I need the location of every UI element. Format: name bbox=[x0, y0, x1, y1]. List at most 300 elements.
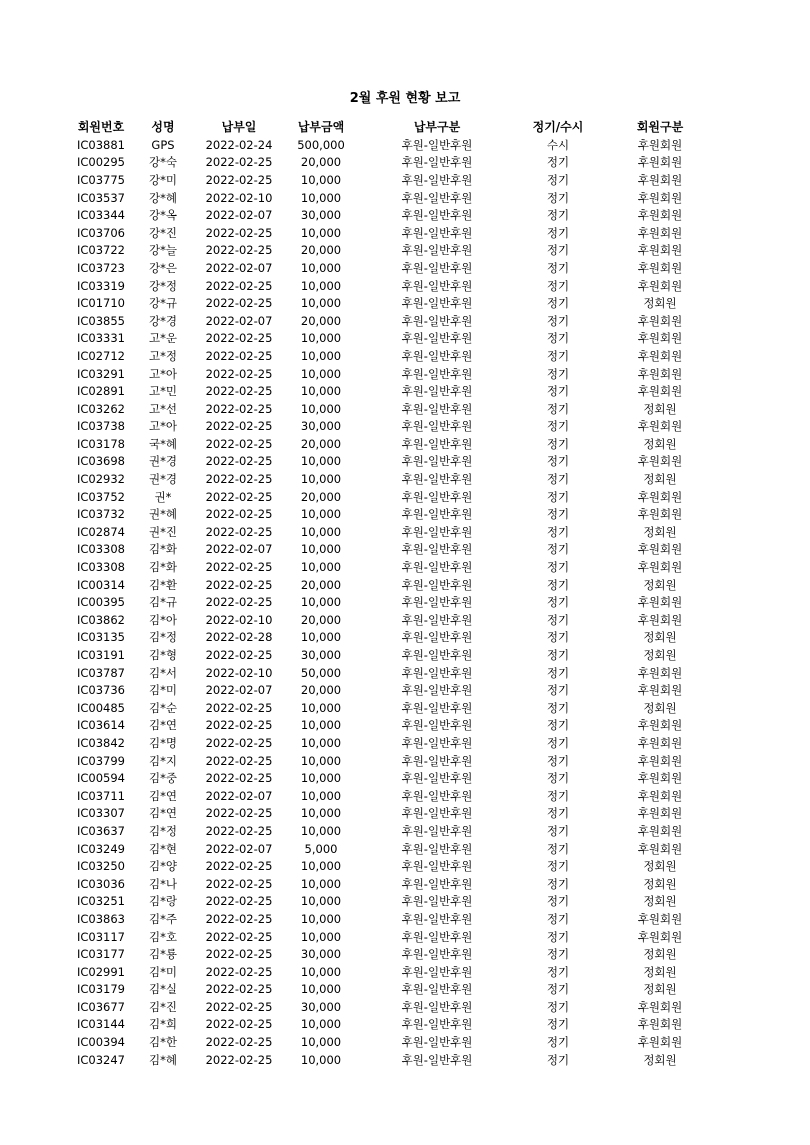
header-row bbox=[60, 116, 730, 136]
cell-name: 김*혜 bbox=[149, 1052, 177, 1067]
cell-member-id: IC03135 bbox=[76, 630, 125, 645]
cell-member-type: 후원회원 bbox=[637, 507, 683, 522]
cell-frequency: 정기 bbox=[546, 648, 570, 663]
cell-name: 강*혜 bbox=[149, 190, 177, 205]
cell-amount: 10,000 bbox=[300, 929, 342, 944]
cell-payment-date: 2022-02-25 bbox=[205, 454, 273, 469]
cell-payment-date: 2022-02-25 bbox=[205, 436, 273, 451]
cell-member-id: IC03331 bbox=[76, 331, 125, 346]
cell-name: 김*현 bbox=[149, 841, 177, 856]
table-row bbox=[60, 787, 730, 805]
cell-name: 고*아 bbox=[149, 366, 177, 381]
cell-member-id: IC00485 bbox=[76, 700, 125, 715]
cell-name: 김*주 bbox=[149, 911, 177, 926]
table-row bbox=[60, 699, 730, 717]
cell-member-id: IC03706 bbox=[76, 225, 125, 240]
cell-member-id: IC03752 bbox=[76, 489, 125, 504]
cell-member-id: IC03722 bbox=[76, 243, 125, 258]
cell-payment-date: 2022-02-25 bbox=[205, 859, 273, 874]
cell-name: 권*진 bbox=[149, 524, 177, 539]
cell-payment-type: 후원-일반후원 bbox=[401, 1035, 473, 1050]
cell-payment-date: 2022-02-25 bbox=[205, 999, 273, 1014]
cell-payment-type: 후원-일반후원 bbox=[401, 999, 473, 1014]
cell-member-id: IC03179 bbox=[76, 982, 125, 997]
cell-payment-type: 후원-일반후원 bbox=[401, 296, 473, 311]
cell-name: 김*연 bbox=[149, 718, 177, 733]
cell-frequency: 정기 bbox=[546, 260, 570, 275]
table-row bbox=[60, 875, 730, 893]
cell-amount: 20,000 bbox=[300, 436, 342, 451]
cell-payment-date: 2022-02-10 bbox=[205, 612, 273, 627]
cell-member-id: IC03677 bbox=[76, 999, 125, 1014]
cell-frequency: 정기 bbox=[546, 331, 570, 346]
cell-payment-type: 후원-일반후원 bbox=[401, 683, 473, 698]
cell-frequency: 정기 bbox=[546, 577, 570, 592]
cell-payment-date: 2022-02-25 bbox=[205, 331, 273, 346]
cell-frequency: 정기 bbox=[546, 911, 570, 926]
cell-name: 김*정 bbox=[149, 630, 177, 645]
cell-member-id: IC03637 bbox=[76, 823, 125, 838]
cell-frequency: 정기 bbox=[546, 401, 570, 416]
cell-amount: 10,000 bbox=[300, 384, 342, 399]
cell-member-type: 정회원 bbox=[643, 1052, 677, 1067]
cell-member-id: IC03799 bbox=[76, 753, 125, 768]
cell-frequency: 정기 bbox=[546, 243, 570, 258]
cell-member-type: 정회원 bbox=[643, 296, 677, 311]
table-row bbox=[60, 1033, 730, 1051]
header-payment-date: 납부일 bbox=[221, 119, 257, 134]
table-row bbox=[60, 893, 730, 911]
cell-amount: 10,000 bbox=[300, 401, 342, 416]
cell-payment-date: 2022-02-25 bbox=[205, 172, 273, 187]
table-row bbox=[60, 629, 730, 647]
cell-member-type: 후원회원 bbox=[637, 331, 683, 346]
cell-payment-type: 후원-일반후원 bbox=[401, 700, 473, 715]
table-row bbox=[60, 664, 730, 682]
cell-payment-date: 2022-02-25 bbox=[205, 155, 273, 170]
cell-member-id: IC03738 bbox=[76, 419, 125, 434]
cell-member-id: IC03249 bbox=[76, 841, 125, 856]
table-row bbox=[60, 840, 730, 858]
cell-name: 고*정 bbox=[149, 348, 177, 363]
cell-frequency: 정기 bbox=[546, 155, 570, 170]
cell-member-id: IC03698 bbox=[76, 454, 125, 469]
cell-member-type: 정회원 bbox=[643, 472, 677, 487]
cell-name: 김*연 bbox=[149, 788, 177, 803]
header-member-id: 회원번호 bbox=[77, 119, 125, 134]
cell-payment-type: 후원-일반후원 bbox=[401, 982, 473, 997]
table-row bbox=[60, 365, 730, 383]
cell-frequency: 정기 bbox=[546, 313, 570, 328]
cell-name: 김*아 bbox=[149, 612, 177, 627]
cell-member-type: 정회원 bbox=[643, 964, 677, 979]
cell-member-id: IC03723 bbox=[76, 260, 125, 275]
table-row bbox=[60, 857, 730, 875]
cell-payment-type: 후원-일반후원 bbox=[401, 718, 473, 733]
cell-amount: 20,000 bbox=[300, 313, 342, 328]
table-row bbox=[60, 998, 730, 1016]
cell-member-id: IC02712 bbox=[76, 348, 125, 363]
cell-payment-date: 2022-02-25 bbox=[205, 1035, 273, 1050]
table-row bbox=[60, 558, 730, 576]
cell-payment-type: 후원-일반후원 bbox=[401, 401, 473, 416]
cell-payment-type: 후원-일반후원 bbox=[401, 929, 473, 944]
cell-payment-type: 후원-일반후원 bbox=[401, 172, 473, 187]
donation-table bbox=[60, 116, 730, 1068]
header-payment-type: 납부구분 bbox=[413, 119, 461, 134]
cell-member-id: IC03117 bbox=[76, 929, 125, 944]
cell-name: 김*규 bbox=[149, 595, 177, 610]
cell-frequency: 정기 bbox=[546, 718, 570, 733]
header-name: 성명 bbox=[151, 119, 175, 134]
cell-payment-date: 2022-02-25 bbox=[205, 296, 273, 311]
cell-payment-type: 후원-일반후원 bbox=[401, 947, 473, 962]
cell-frequency: 정기 bbox=[546, 366, 570, 381]
cell-payment-date: 2022-02-07 bbox=[205, 260, 273, 275]
cell-payment-date: 2022-02-07 bbox=[205, 542, 273, 557]
cell-amount: 10,000 bbox=[300, 859, 342, 874]
cell-frequency: 정기 bbox=[546, 859, 570, 874]
table-row bbox=[60, 523, 730, 541]
cell-name: 고*민 bbox=[149, 384, 177, 399]
cell-amount: 30,000 bbox=[300, 419, 342, 434]
cell-amount: 10,000 bbox=[300, 735, 342, 750]
cell-member-id: IC03711 bbox=[76, 788, 125, 803]
cell-frequency: 정기 bbox=[546, 436, 570, 451]
cell-member-type: 후원회원 bbox=[637, 542, 683, 557]
cell-member-type: 정회원 bbox=[643, 436, 677, 451]
cell-payment-type: 후원-일반후원 bbox=[401, 560, 473, 575]
cell-member-id: IC03178 bbox=[76, 436, 125, 451]
cell-frequency: 정기 bbox=[546, 507, 570, 522]
cell-payment-date: 2022-02-07 bbox=[205, 208, 273, 223]
cell-member-id: IC03036 bbox=[76, 876, 125, 891]
cell-member-type: 정회원 bbox=[643, 876, 677, 891]
cell-member-type: 정회원 bbox=[643, 700, 677, 715]
cell-name: 고*아 bbox=[149, 419, 177, 434]
cell-name: GPS bbox=[151, 137, 175, 152]
cell-payment-type: 후원-일반후원 bbox=[401, 278, 473, 293]
cell-name: 강*숙 bbox=[149, 155, 177, 170]
cell-name: 강*경 bbox=[149, 313, 177, 328]
cell-name: 강*은 bbox=[149, 260, 177, 275]
table-row bbox=[60, 171, 730, 189]
cell-payment-type: 후원-일반후원 bbox=[401, 859, 473, 874]
cell-member-id: IC03319 bbox=[76, 278, 125, 293]
cell-member-id: IC02874 bbox=[76, 524, 125, 539]
cell-payment-date: 2022-02-25 bbox=[205, 894, 273, 909]
cell-member-type: 후원회원 bbox=[637, 155, 683, 170]
cell-frequency: 정기 bbox=[546, 964, 570, 979]
cell-payment-date: 2022-02-25 bbox=[205, 243, 273, 258]
cell-member-id: IC03307 bbox=[76, 806, 125, 821]
cell-frequency: 정기 bbox=[546, 700, 570, 715]
cell-payment-type: 후원-일반후원 bbox=[401, 612, 473, 627]
cell-member-type: 후원회원 bbox=[637, 1035, 683, 1050]
cell-member-type: 후원회원 bbox=[637, 384, 683, 399]
cell-amount: 10,000 bbox=[300, 472, 342, 487]
cell-name: 김*지 bbox=[149, 753, 177, 768]
cell-payment-date: 2022-02-25 bbox=[205, 472, 273, 487]
cell-payment-type: 후원-일반후원 bbox=[401, 841, 473, 856]
cell-payment-date: 2022-02-25 bbox=[205, 348, 273, 363]
cell-frequency: 정기 bbox=[546, 225, 570, 240]
cell-frequency: 정기 bbox=[546, 999, 570, 1014]
cell-member-type: 후원회원 bbox=[637, 612, 683, 627]
cell-payment-date: 2022-02-07 bbox=[205, 841, 273, 856]
table-row bbox=[60, 382, 730, 400]
cell-member-type: 후원회원 bbox=[637, 595, 683, 610]
cell-name: 권* bbox=[154, 489, 172, 504]
cell-payment-type: 후원-일반후원 bbox=[401, 1017, 473, 1032]
cell-payment-type: 후원-일반후원 bbox=[401, 630, 473, 645]
table-row bbox=[60, 593, 730, 611]
cell-payment-type: 후원-일반후원 bbox=[401, 648, 473, 663]
cell-payment-date: 2022-02-25 bbox=[205, 366, 273, 381]
table-row bbox=[60, 435, 730, 453]
cell-amount: 30,000 bbox=[300, 947, 342, 962]
cell-frequency: 정기 bbox=[546, 735, 570, 750]
cell-payment-date: 2022-02-25 bbox=[205, 982, 273, 997]
cell-member-type: 후원회원 bbox=[637, 683, 683, 698]
cell-member-type: 후원회원 bbox=[637, 348, 683, 363]
cell-frequency: 정기 bbox=[546, 806, 570, 821]
cell-amount: 20,000 bbox=[300, 243, 342, 258]
cell-payment-type: 후원-일반후원 bbox=[401, 260, 473, 275]
cell-name: 김*중 bbox=[149, 771, 177, 786]
cell-amount: 10,000 bbox=[300, 560, 342, 575]
table-row bbox=[60, 734, 730, 752]
cell-name: 강*미 bbox=[149, 172, 177, 187]
cell-amount: 10,000 bbox=[300, 1035, 342, 1050]
cell-member-id: IC03736 bbox=[76, 683, 125, 698]
cell-frequency: 정기 bbox=[546, 929, 570, 944]
cell-member-type: 후원회원 bbox=[637, 454, 683, 469]
cell-member-id: IC03144 bbox=[76, 1017, 125, 1032]
table-row bbox=[60, 945, 730, 963]
cell-member-id: IC03775 bbox=[76, 172, 125, 187]
cell-member-type: 후원회원 bbox=[637, 788, 683, 803]
cell-name: 김*나 bbox=[149, 876, 177, 891]
cell-payment-date: 2022-02-25 bbox=[205, 964, 273, 979]
cell-amount: 10,000 bbox=[300, 911, 342, 926]
table-row bbox=[60, 910, 730, 928]
cell-frequency: 정기 bbox=[546, 542, 570, 557]
cell-member-id: IC03251 bbox=[76, 894, 125, 909]
table-row bbox=[60, 769, 730, 787]
cell-member-id: IC00594 bbox=[76, 771, 125, 786]
table-row bbox=[60, 928, 730, 946]
cell-payment-type: 후원-일반후원 bbox=[401, 735, 473, 750]
cell-amount: 20,000 bbox=[300, 155, 342, 170]
cell-payment-type: 후원-일반후원 bbox=[401, 155, 473, 170]
cell-amount: 50,000 bbox=[300, 665, 342, 680]
cell-payment-date: 2022-02-25 bbox=[205, 595, 273, 610]
cell-payment-type: 후원-일반후원 bbox=[401, 665, 473, 680]
table-row bbox=[60, 963, 730, 981]
cell-payment-type: 후원-일반후원 bbox=[401, 436, 473, 451]
cell-frequency: 정기 bbox=[546, 208, 570, 223]
cell-member-id: IC02991 bbox=[76, 964, 125, 979]
cell-frequency: 정기 bbox=[546, 753, 570, 768]
cell-payment-date: 2022-02-25 bbox=[205, 929, 273, 944]
cell-member-type: 후원회원 bbox=[637, 929, 683, 944]
cell-frequency: 정기 bbox=[546, 278, 570, 293]
cell-amount: 20,000 bbox=[300, 683, 342, 698]
table-row bbox=[60, 805, 730, 823]
cell-amount: 30,000 bbox=[300, 208, 342, 223]
cell-member-type: 후원회원 bbox=[637, 313, 683, 328]
cell-frequency: 정기 bbox=[546, 560, 570, 575]
cell-amount: 10,000 bbox=[300, 348, 342, 363]
cell-amount: 10,000 bbox=[300, 331, 342, 346]
table-row bbox=[60, 541, 730, 559]
cell-frequency: 정기 bbox=[546, 683, 570, 698]
cell-name: 고*운 bbox=[149, 331, 177, 346]
cell-payment-date: 2022-02-25 bbox=[205, 947, 273, 962]
cell-payment-type: 후원-일반후원 bbox=[401, 911, 473, 926]
cell-payment-date: 2022-02-25 bbox=[205, 735, 273, 750]
cell-member-type: 후원회원 bbox=[637, 735, 683, 750]
cell-payment-date: 2022-02-25 bbox=[205, 524, 273, 539]
cell-frequency: 정기 bbox=[546, 190, 570, 205]
cell-member-type: 후원회원 bbox=[637, 190, 683, 205]
cell-name: 강*늘 bbox=[149, 243, 177, 258]
cell-member-type: 후원회원 bbox=[637, 1017, 683, 1032]
table-row bbox=[60, 136, 730, 154]
cell-amount: 10,000 bbox=[300, 225, 342, 240]
table-row bbox=[60, 717, 730, 735]
cell-payment-type: 후원-일반후원 bbox=[401, 243, 473, 258]
cell-amount: 20,000 bbox=[300, 489, 342, 504]
cell-amount: 10,000 bbox=[300, 595, 342, 610]
cell-name: 김*화 bbox=[149, 542, 177, 557]
cell-member-type: 후원회원 bbox=[637, 137, 683, 152]
cell-amount: 10,000 bbox=[300, 190, 342, 205]
cell-amount: 10,000 bbox=[300, 771, 342, 786]
cell-member-type: 정회원 bbox=[643, 982, 677, 997]
table-row bbox=[60, 611, 730, 629]
cell-payment-date: 2022-02-25 bbox=[205, 1017, 273, 1032]
cell-amount: 10,000 bbox=[300, 823, 342, 838]
cell-member-id: IC03732 bbox=[76, 507, 125, 522]
cell-amount: 10,000 bbox=[300, 542, 342, 557]
table-row bbox=[60, 189, 730, 207]
cell-member-id: IC03881 bbox=[76, 137, 125, 152]
cell-payment-type: 후원-일반후원 bbox=[401, 137, 473, 152]
cell-member-id: IC01710 bbox=[76, 296, 125, 311]
table-row bbox=[60, 453, 730, 471]
cell-frequency: 정기 bbox=[546, 1017, 570, 1032]
cell-member-id: IC03308 bbox=[76, 542, 125, 557]
cell-member-type: 후원회원 bbox=[637, 172, 683, 187]
cell-amount: 20,000 bbox=[300, 577, 342, 592]
cell-name: 김*양 bbox=[149, 859, 177, 874]
cell-member-id: IC03863 bbox=[76, 911, 125, 926]
cell-amount: 10,000 bbox=[300, 788, 342, 803]
cell-member-id: IC03247 bbox=[76, 1052, 125, 1067]
cell-member-type: 후원회원 bbox=[637, 560, 683, 575]
cell-amount: 500,000 bbox=[297, 137, 345, 152]
cell-frequency: 정기 bbox=[546, 1052, 570, 1067]
cell-name: 김*희 bbox=[149, 1017, 177, 1032]
table-row bbox=[60, 646, 730, 664]
cell-member-id: IC03262 bbox=[76, 401, 125, 416]
table-row bbox=[60, 470, 730, 488]
cell-payment-type: 후원-일반후원 bbox=[401, 472, 473, 487]
cell-payment-date: 2022-02-25 bbox=[205, 560, 273, 575]
cell-frequency: 정기 bbox=[546, 823, 570, 838]
cell-name: 김*한 bbox=[149, 1035, 177, 1050]
cell-member-type: 후원회원 bbox=[637, 823, 683, 838]
header-amount: 납부금액 bbox=[297, 119, 345, 134]
cell-frequency: 정기 bbox=[546, 982, 570, 997]
table-row bbox=[60, 681, 730, 699]
table-header bbox=[60, 116, 730, 136]
cell-name: 강*옥 bbox=[149, 208, 177, 223]
table-row bbox=[60, 347, 730, 365]
table-row bbox=[60, 400, 730, 418]
cell-amount: 10,000 bbox=[300, 982, 342, 997]
cell-member-id: IC03291 bbox=[76, 366, 125, 381]
cell-payment-date: 2022-02-25 bbox=[205, 401, 273, 416]
cell-payment-date: 2022-02-25 bbox=[205, 823, 273, 838]
cell-name: 국*혜 bbox=[149, 436, 177, 451]
cell-amount: 10,000 bbox=[300, 718, 342, 733]
cell-amount: 10,000 bbox=[300, 507, 342, 522]
cell-frequency: 정기 bbox=[546, 489, 570, 504]
cell-member-id: IC03614 bbox=[76, 718, 125, 733]
table-row bbox=[60, 312, 730, 330]
cell-frequency: 수시 bbox=[546, 137, 570, 152]
cell-payment-type: 후원-일반후원 bbox=[401, 771, 473, 786]
cell-frequency: 정기 bbox=[546, 876, 570, 891]
cell-payment-date: 2022-02-25 bbox=[205, 278, 273, 293]
cell-member-type: 후원회원 bbox=[637, 806, 683, 821]
cell-frequency: 정기 bbox=[546, 348, 570, 363]
cell-name: 김*미 bbox=[149, 964, 177, 979]
cell-amount: 10,000 bbox=[300, 806, 342, 821]
cell-frequency: 정기 bbox=[546, 894, 570, 909]
cell-payment-type: 후원-일반후원 bbox=[401, 331, 473, 346]
table-row bbox=[60, 330, 730, 348]
cell-frequency: 정기 bbox=[546, 172, 570, 187]
cell-amount: 10,000 bbox=[300, 454, 342, 469]
cell-payment-date: 2022-02-25 bbox=[205, 225, 273, 240]
table-row bbox=[60, 752, 730, 770]
cell-payment-type: 후원-일반후원 bbox=[401, 577, 473, 592]
cell-payment-date: 2022-02-24 bbox=[205, 137, 273, 152]
cell-member-type: 정회원 bbox=[643, 894, 677, 909]
cell-member-type: 후원회원 bbox=[637, 753, 683, 768]
cell-payment-date: 2022-02-25 bbox=[205, 648, 273, 663]
cell-member-id: IC03308 bbox=[76, 560, 125, 575]
cell-payment-date: 2022-02-25 bbox=[205, 1052, 273, 1067]
cell-member-type: 후원회원 bbox=[637, 718, 683, 733]
cell-member-id: IC03842 bbox=[76, 735, 125, 750]
cell-payment-type: 후원-일반후원 bbox=[401, 419, 473, 434]
cell-name: 김*형 bbox=[149, 648, 177, 663]
cell-member-id: IC03537 bbox=[76, 190, 125, 205]
header-frequency: 정기/수시 bbox=[532, 119, 584, 134]
cell-member-type: 후원회원 bbox=[637, 260, 683, 275]
cell-name: 김*연 bbox=[149, 806, 177, 821]
cell-frequency: 정기 bbox=[546, 296, 570, 311]
cell-frequency: 정기 bbox=[546, 1035, 570, 1050]
cell-member-type: 후원회원 bbox=[637, 771, 683, 786]
cell-payment-type: 후원-일반후원 bbox=[401, 542, 473, 557]
cell-member-type: 후원회원 bbox=[637, 841, 683, 856]
